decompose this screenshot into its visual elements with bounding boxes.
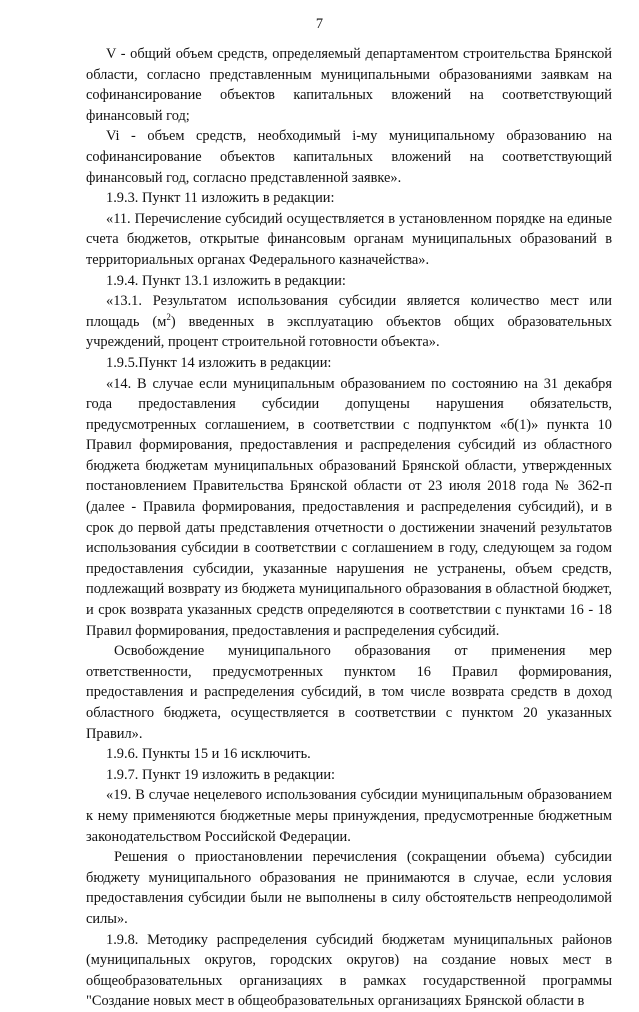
paragraph-item-13-1 bbox=[86, 291, 612, 353]
item-13-1-text-end: ) введенных в эксплуатацию объектов общих образовательных учреждений, процент строительной готовности объекта». bbox=[86, 313, 612, 351]
paragraph-1-9-3: 1.9.3. Пункт 11 изложить в редакции: bbox=[106, 190, 335, 207]
paragraph-1-9-6: 1.9.6. Пункты 15 и 16 исключить. bbox=[106, 746, 311, 763]
paragraph-item-14: «14. В случае если муниципальным образованием по состоянию на 31 декабря года предоставления субсидии допущены нарушения обязательств, предусмотренных соглашением, в соответствии с подпунктом «б(1)» пункта 10 Правил формирования, предоставления и распределения субсидий из областного бюджета бюджетам муниципальных образований Брянской области, утвержденных постановлением Правительства Брянской области от 23 июля 2018 года № 362-п (далее - Правила формирования, предоставления и распределения субсидий), и в срок до первой даты представления отчетности о достижении значений результатов использования субсидии в соответствии с соглашением в году, следующем за годом предоставления субсидии, указанные нарушения не устранены, объем средств, подлежащий возврату из бюджета муниципального образования в областной бюджет, и срок возврата указанных средств определяются в соответствии с пунктами 16 - 18 Правил формирования, предоставления и распределения субсидий. bbox=[86, 375, 612, 639]
paragraph-vi-definition: Vi - объем средств, необходимый i-му муниципальному образованию на софинансирование объектов капитальных вложений на соответствующий финансовый год, согласно представленной заявке». bbox=[86, 128, 612, 186]
item-13-1-text-start: «13.1. Результатом использования субсидии является количество мест или площадь (м bbox=[86, 293, 612, 330]
paragraph-item-11: «11. Перечисление субсидий осуществляется в установленном порядке на единые счета бюджетов, открытые финансовым органам муниципальных образований в территориальных органах Федерального казначейства». bbox=[86, 210, 612, 268]
paragraph-item-19: «19. В случае нецелевого использования субсидии муниципальным образованием к нему применяются бюджетные меры принуждения, предусмотренные бюджетным законодательством Российской Федерации. bbox=[86, 787, 612, 845]
paragraph-1-9-7: 1.9.7. Пункт 19 изложить в редакции: bbox=[106, 766, 336, 783]
paragraph-suspension-decisions: Решения о приостановлении перечисления (сокращении объема) субсидии бюджету муниципального образования не принимаются в случае, если условия предоставления субсидии были не выполнены в силу обстоятельств непреодолимой силы». bbox=[86, 849, 612, 927]
superscript-2: 2 bbox=[166, 311, 171, 322]
paragraph-1-9-4: 1.9.4. Пункт 13.1 изложить в редакции: bbox=[106, 272, 346, 289]
page-number: 7 bbox=[315, 16, 324, 32]
paragraph-exemption: Освобождение муниципального образования от применения мер ответственности, предусмотренных пунктом 16 Правил формирования, предоставления и распределения субсидий, в том числе возврата средств в доход областного бюджета, осуществляется в соответствии с пунктом 20 указанных Правил». bbox=[86, 643, 612, 742]
paragraph-1-9-5: 1.9.5.Пункт 14 изложить в редакции: bbox=[106, 354, 332, 371]
paragraph-1-9-8: 1.9.8. Методику распределения субсидий бюджетам муниципальных районов (муниципальных округов, городских округов) на создание новых мест в общеобразовательных организациях в рамках государственной программы "Создание новых мест в общеобразовательных организациях Брянской области в bbox=[86, 931, 612, 1010]
paragraph-v-definition: V - общий объем средств, определяемый департаментом строительства Брянской области, согласно представленным муниципальными образованиями заявкам на софинансирование объектов капитальных вложений на соответствующий финансовый год; bbox=[86, 46, 612, 124]
document-body bbox=[86, 44, 612, 1012]
